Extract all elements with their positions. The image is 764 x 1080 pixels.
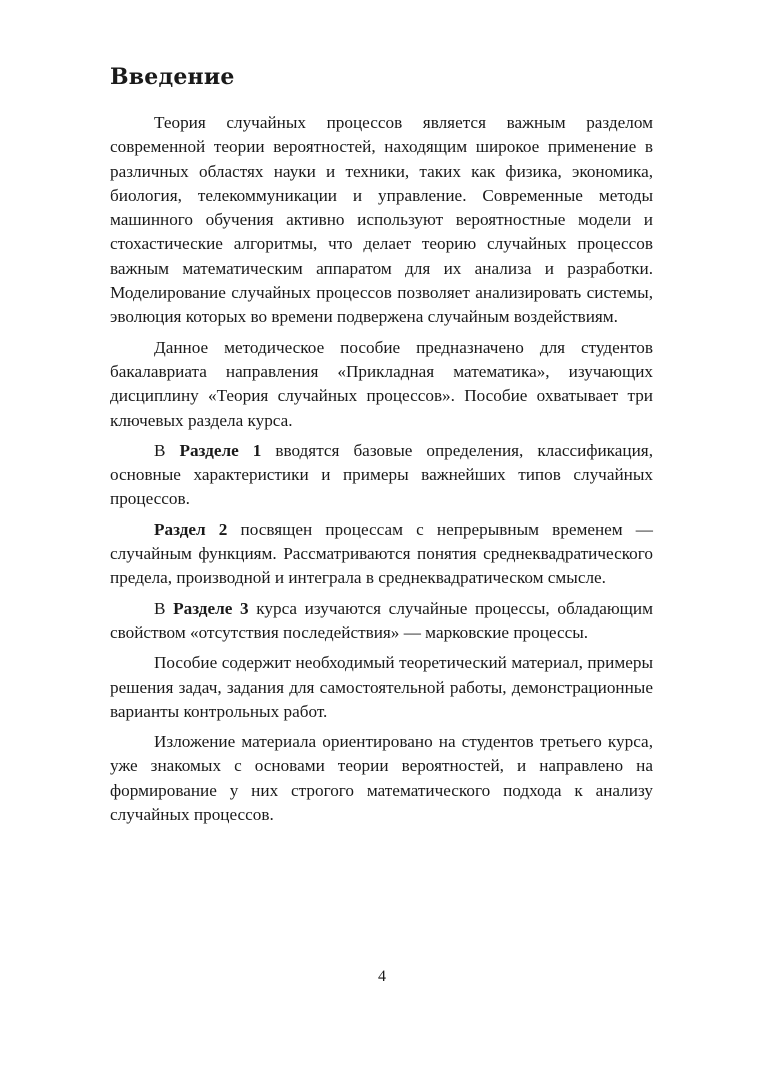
paragraph <box>110 518 653 591</box>
paragraph-text: вводятся базовые определения, классификация, основные характеристики и примеры важнейших типов случайных процессов. <box>110 440 653 509</box>
paragraph <box>110 439 653 512</box>
bold-section-reference: Раздел 2 <box>154 519 228 539</box>
paragraph-text: В <box>154 598 174 618</box>
body-text <box>110 111 653 827</box>
paragraph-text: курса изучаются случайные процессы, обладающим свойством «отсутствия последействия» — марковские процессы. <box>110 598 653 642</box>
paragraph-text: Данное методическое пособие предназначено для студентов бакалавриата направления «Прикладная математика», изучающих дисциплину «Теория случайных процессов». Пособие охватывает три ключевых раздела курса. <box>110 337 653 430</box>
paragraph <box>110 111 653 330</box>
paragraph-text: Изложение материала ориентировано на студентов третьего курса, уже знакомых с основами теории вероятностей, и направлено на формирование у них строгого математического подхода к анализу случайных процессов. <box>110 732 653 825</box>
bold-section-reference: Разделе 1 <box>179 440 262 460</box>
paragraph <box>110 597 653 646</box>
paragraph <box>110 336 653 433</box>
section-heading: Введение <box>110 64 235 90</box>
paragraph-text: посвящен процессам с непрерывным временем — случайным функциям. Рассматриваются понятия среднеквадратического предела, производной и интеграла в среднеквадратическом смысле. <box>110 519 653 588</box>
paragraph-text: Теория случайных процессов является важным разделом современной теории вероятностей, находящим широкое применение в различных областях науки и техники, таких как физика, экономика, биология, телекоммуникации и управление. Современные методы машинного обучения активно используют вероятностные модели и стохастические алгоритмы, что делает теорию случайных процессов важным математическим аппаратом для их анализа и разработки. Моделирование случайных процессов позволяет анализировать системы, эволюция которых во времени подвержена случайным воздействиям. <box>110 113 653 327</box>
paragraph <box>110 730 653 827</box>
page-number: 4 <box>378 968 386 985</box>
bold-section-reference: Разделе 3 <box>173 598 249 618</box>
paragraph <box>110 651 653 724</box>
paragraph-text: Пособие содержит необходимый теоретический материал, примеры решения задач, задания для самостоятельной работы, демонстрационные варианты контрольных работ. <box>110 653 653 721</box>
paragraph-text: В <box>154 440 180 460</box>
